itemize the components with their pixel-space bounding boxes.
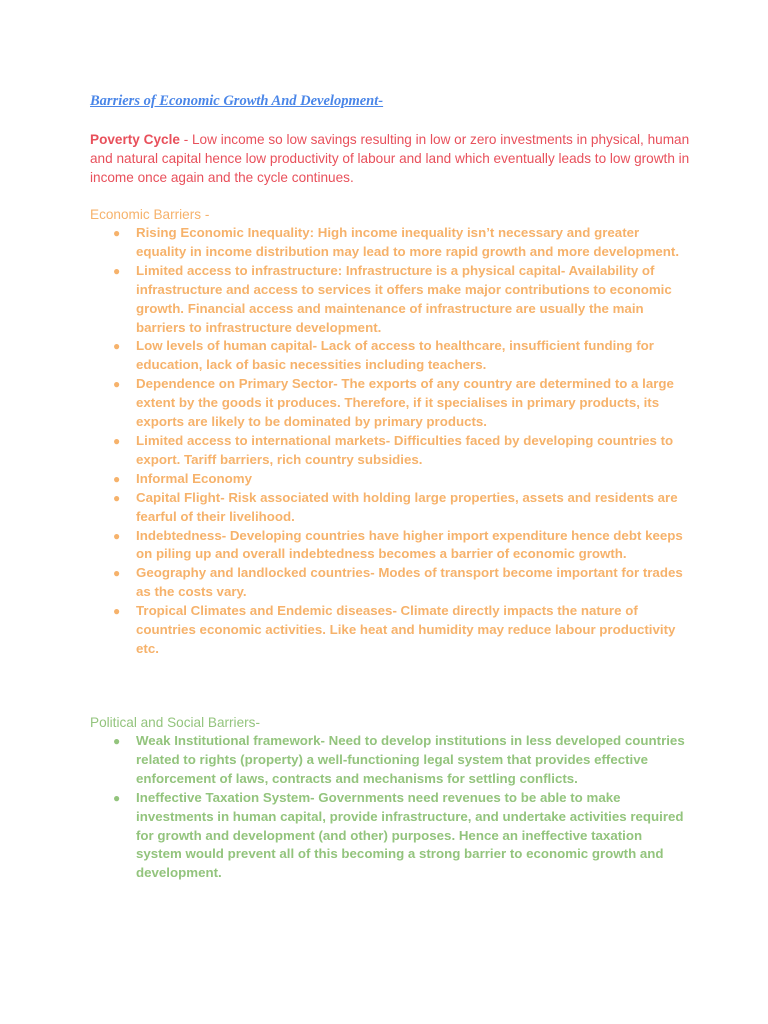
list-item (90, 564, 690, 602)
bullet-dot-icon: ● (113, 471, 121, 486)
economic-barriers-list (90, 224, 690, 659)
bullet-dot-icon: ● (113, 566, 121, 581)
list-item (90, 224, 690, 262)
list-item-text: Capital Flight- Risk associated with holding large properties, assets and residents are fearful of their livelihood. (136, 489, 678, 524)
list-item-text: Indebtedness- Developing countries have higher import expenditure hence debt keeps on piling up and overall indebtedness becomes a barrier of economic growth. (136, 527, 683, 562)
list-item-text: Limited access to infrastructure: Infrastructure is a physical capital- Availability of infrastructure and access to services it offers make major contributions to economic growth. Financial access and maintenance of infrastructure are usually the main barriers to infrastructure development. (136, 262, 672, 335)
list-item (90, 732, 690, 789)
list-item-text: Rising Economic Inequality: High income inequality isn’t necessary and greater equality in income distribution may lead to more rapid growth and more development. (136, 225, 680, 259)
list-item (90, 375, 690, 432)
poverty-cycle-text: - Low income so low savings resulting in low or zero investments in physical, human and natural capital hence low productivity of labour and land which eventually leads to low growth in income once again and the cycle continues. (90, 132, 690, 185)
political-barriers-section (90, 713, 690, 883)
poverty-cycle-label: Poverty Cycle (90, 132, 180, 147)
list-item-text: Dependence on Primary Sector- The exports of any country are determined to a large extent by the goods it produces. Therefore, if it specialises in primary products, its exports are likely to be dominated by primary products. (136, 376, 674, 430)
list-item-text: Informal Economy (136, 470, 252, 486)
bullet-dot-icon: ● (113, 263, 121, 278)
list-item (90, 337, 690, 375)
list-item-text: Ineffective Taxation System- Governments need revenues to be able to make investments in human capital, provide infrastructure, and undertake activities required for growth and development (and other) purposes. Hence an ineffective taxation system would prevent all of this becoming a strong barrier to economic growth and development. (136, 789, 684, 881)
economic-barriers-heading: Economic Barriers - (90, 207, 210, 222)
list-item (90, 470, 690, 489)
bullet-dot-icon: ● (113, 490, 121, 505)
bullet-dot-icon: ● (113, 377, 121, 392)
list-item (90, 262, 690, 338)
political-barriers-heading: Political and Social Barriers- (90, 715, 260, 730)
list-item-text: Weak Institutional framework- Need to develop institutions in less developed countries related to rights (property) a well-functioning legal system that provides effective enforcement of laws, contracts and mechanisms for settling conflicts. (136, 733, 685, 786)
list-item-text: Geography and landlocked countries- Modes of transport become important for trades as the costs vary. (136, 565, 683, 600)
list-item (90, 527, 690, 565)
poverty-cycle-paragraph (90, 130, 690, 187)
bullet-dot-icon: ● (113, 226, 121, 240)
bullet-dot-icon: ● (113, 790, 121, 805)
list-item (90, 489, 690, 527)
list-item (90, 602, 690, 659)
political-barriers-list (90, 732, 690, 883)
list-item-text: Low levels of human capital- Lack of access to healthcare, insufficient funding for education, lack of basic necessities including teachers. (136, 338, 654, 373)
page-title: Barriers of Economic Growth And Development- (90, 93, 384, 109)
bullet-dot-icon: ● (113, 604, 121, 619)
list-item-text: Limited access to international markets- Difficulties faced by developing countries to export. Tariff barriers, rich country subsidies. (136, 432, 674, 467)
bullet-dot-icon: ● (113, 734, 121, 748)
economic-barriers-section (90, 205, 690, 659)
list-item (90, 789, 690, 884)
bullet-dot-icon: ● (113, 528, 121, 543)
bullet-dot-icon: ● (113, 433, 121, 448)
list-item-text: Tropical Climates and Endemic diseases- Climate directly impacts the nature of countries economic activities. Like heat and humidity may reduce labour productivity etc. (136, 603, 676, 656)
list-item (90, 432, 690, 470)
bullet-dot-icon: ● (113, 339, 121, 354)
